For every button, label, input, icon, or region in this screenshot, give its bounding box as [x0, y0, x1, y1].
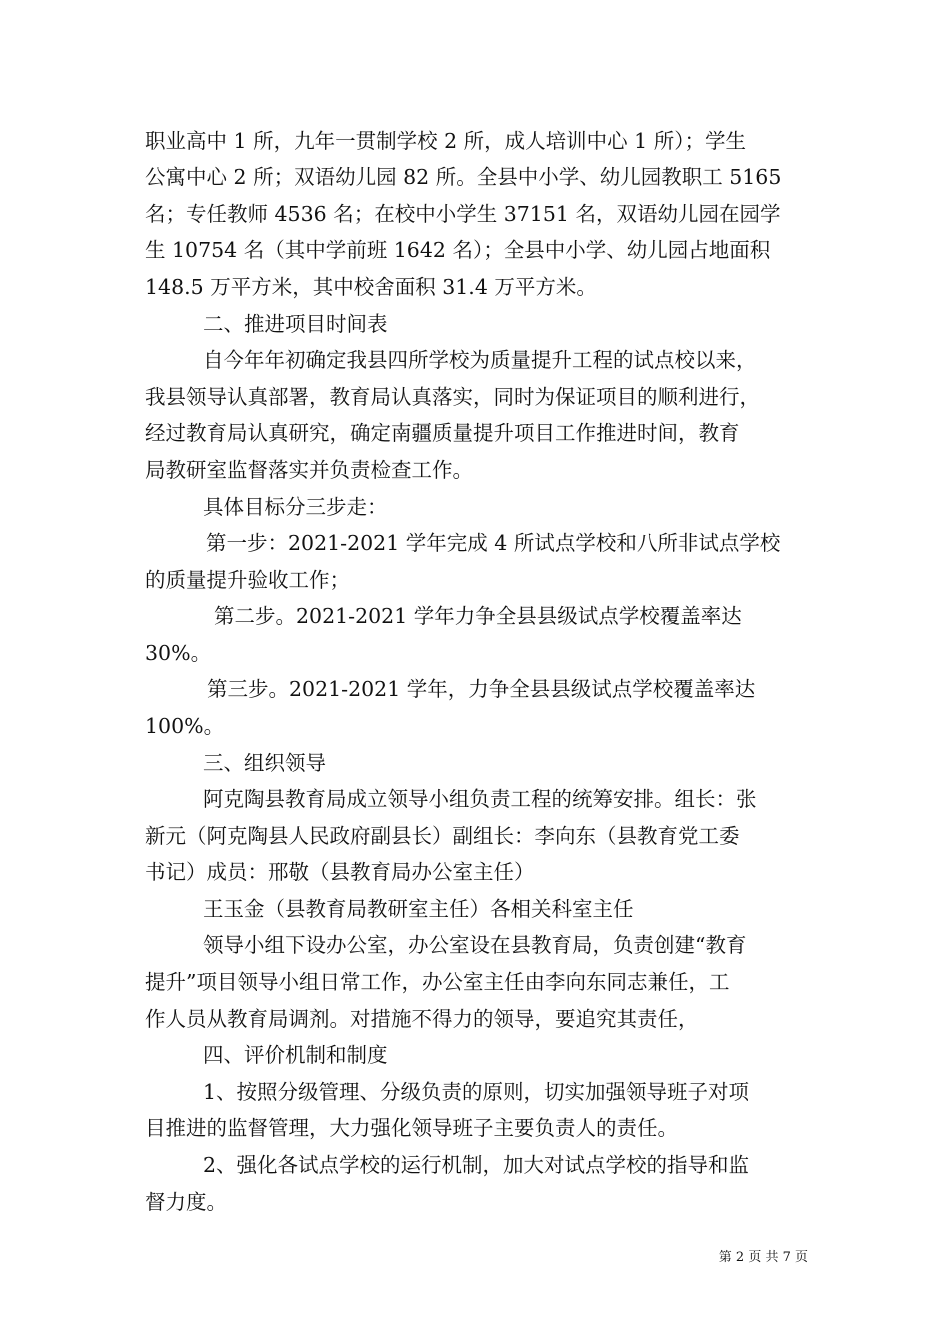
- body-line: 职业高中 1 所，九年一贯制学校 2 所，成人培训中心 1 所）；学生: [145, 129, 746, 153]
- body-line: 第三步。2021-2021 学年，力争全县县级试点学校覆盖率达: [207, 677, 756, 701]
- body-line: 书记）成员：邢敬（县教育局办公室主任）: [145, 860, 535, 884]
- body-line: 我县领导认真部署，教育局认真落实，同时为保证项目的顺利进行，: [145, 385, 760, 409]
- body-line: 公寓中心 2 所；双语幼儿园 82 所。全县中小学、幼儿园教职工 5165: [145, 165, 782, 189]
- body-line: 新元（阿克陶县人民政府副县长）副组长：李向东（县教育党工委: [145, 824, 740, 848]
- body-line: 局教研室监督落实并负责检查工作。: [145, 458, 473, 482]
- body-line: 2、强化各试点学校的运行机制，加大对试点学校的指导和监: [203, 1153, 750, 1177]
- body-line: 督力度。: [145, 1190, 227, 1214]
- body-line: 1、按照分级管理、分级负责的原则，切实加强领导班子对项: [203, 1080, 750, 1104]
- body-line: 王玉金（县教育局教研室主任）各相关科室主任: [203, 897, 634, 921]
- body-line: 领导小组下设办公室，办公室设在县教育局，负责创建“教育: [203, 933, 747, 957]
- body-line: 生 10754 名（其中学前班 1642 名）；全县中小学、幼儿园占地面积: [145, 238, 771, 262]
- body-line: 提升”项目领导小组日常工作，办公室主任由李向东同志兼任，工: [145, 970, 730, 994]
- body-line: 名；专任教师 4536 名；在校中小学生 37151 名，双语幼儿园在园学: [145, 202, 781, 226]
- section-heading: 三、组织领导: [203, 751, 326, 775]
- body-line: 148.5 万平方米，其中校舍面积 31.4 万平方米。: [145, 275, 597, 299]
- body-line: 自今年年初确定我县四所学校为质量提升工程的试点校以来，: [203, 348, 757, 372]
- body-line: 具体目标分三步走：: [203, 495, 388, 519]
- body-line: 阿克陶县教育局成立领导小组负责工程的统筹安排。组长：张: [203, 787, 757, 811]
- body-line: 100%。: [145, 714, 225, 738]
- body-line: 目推进的监督管理，大力强化领导班子主要负责人的责任。: [145, 1116, 678, 1140]
- body-line: 作人员从教育局调剂。对措施不得力的领导，要追究其责任，: [145, 1007, 699, 1031]
- body-line: 30%。: [145, 641, 212, 665]
- body-line: 的质量提升验收工作；: [145, 568, 350, 592]
- body-line: 第二步。2021-2021 学年力争全县县级试点学校覆盖率达: [214, 604, 742, 628]
- section-heading: 四、评价机制和制度: [203, 1043, 388, 1067]
- body-line: 经过教育局认真研究，确定南疆质量提升项目工作推进时间，教育: [145, 421, 740, 445]
- page-number-footer: 第 2 页 共 7 页: [718, 1250, 808, 1265]
- section-heading: 二、推进项目时间表: [203, 312, 388, 336]
- body-line: 第一步：2021-2021 学年完成 4 所试点学校和八所非试点学校: [206, 531, 781, 555]
